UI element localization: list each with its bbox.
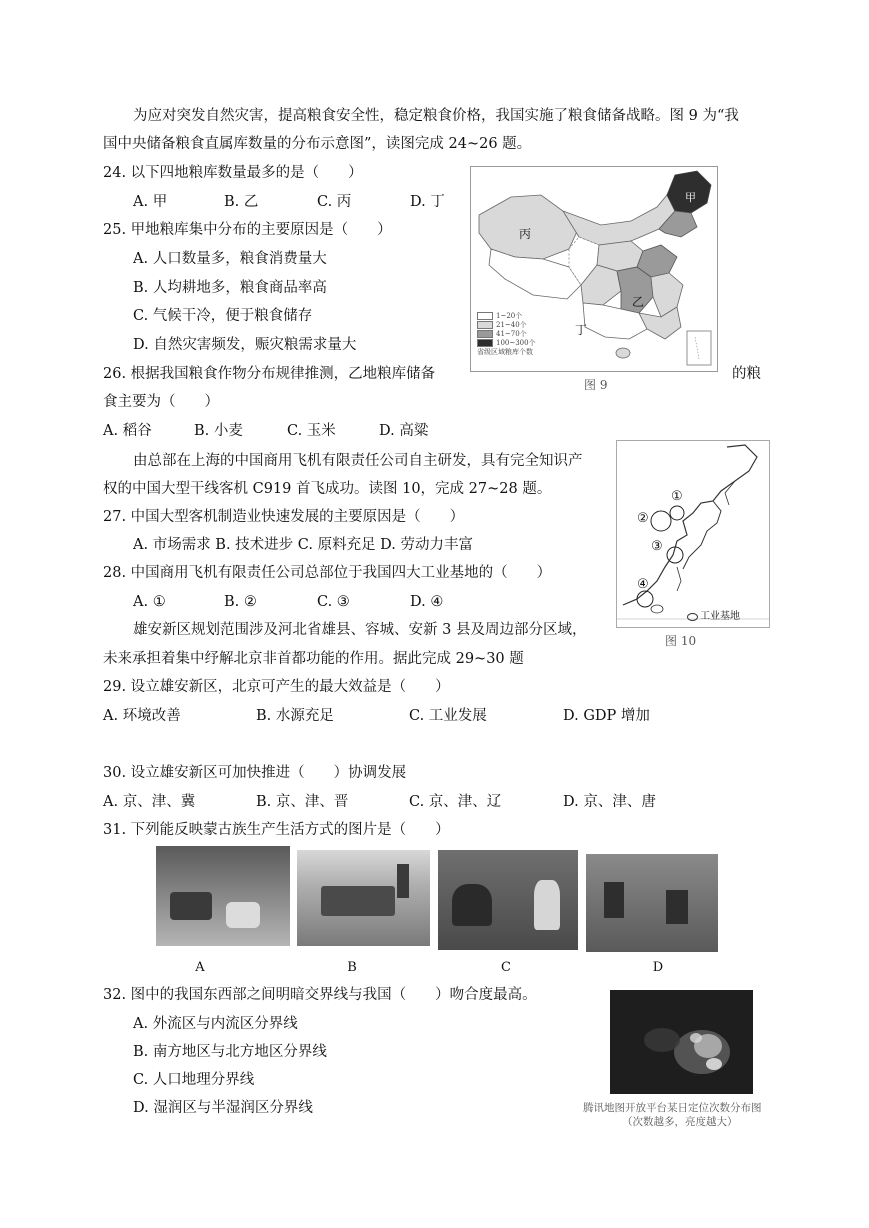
legend-swatch-2 bbox=[477, 321, 493, 329]
intro-3-line-2: 未来承担着集中纾解北京非首都功能的作用。据此完成 29~30 题 bbox=[103, 651, 524, 667]
region-label-ding: 丁 bbox=[575, 323, 588, 337]
legend-item-2: 21~40个 bbox=[477, 321, 536, 330]
photo-label-d: D bbox=[652, 960, 664, 975]
q24-option-a[interactable]: A. 甲 bbox=[133, 194, 168, 210]
q32-option-c[interactable]: C. 人口地理分界线 bbox=[133, 1072, 255, 1088]
q32-option-a[interactable]: A. 外流区与内流区分界线 bbox=[133, 1016, 298, 1032]
figure-9-caption: 图 9 bbox=[584, 378, 608, 392]
figure-10-map bbox=[616, 440, 770, 628]
night-light-svg bbox=[610, 990, 753, 1094]
q29-option-d[interactable]: D. GDP 增加 bbox=[563, 708, 650, 724]
photo-b-person-shape bbox=[397, 864, 409, 898]
question-30-stem: 30. 设立雄安新区可加快推进（ ）协调发展 bbox=[103, 765, 407, 781]
photo-a-vehicle-shape bbox=[170, 892, 212, 920]
q28-option-c[interactable]: C. ③ bbox=[317, 594, 350, 610]
photo-a-vehicles[interactable] bbox=[156, 846, 290, 946]
photo-label-a: A bbox=[195, 960, 205, 975]
q26-option-a[interactable]: A. 稻谷 bbox=[103, 423, 152, 439]
q26-option-b[interactable]: B. 小麦 bbox=[194, 423, 243, 439]
photo-d-farming[interactable] bbox=[586, 854, 718, 952]
question-31-stem: 31. 下列能反映蒙古族生产生活方式的图片是（ ） bbox=[103, 822, 450, 838]
legend-item-4: 100~300个 bbox=[477, 339, 536, 348]
marker-1: ① bbox=[671, 489, 683, 504]
q25-option-b[interactable]: B. 人均耕地多，粮食商品率高 bbox=[133, 280, 327, 296]
question-28-stem: 28. 中国商用飞机有限责任公司总部位于我国四大工业基地的（ ） bbox=[103, 565, 552, 581]
legend-swatch-1 bbox=[477, 312, 493, 320]
q26-option-c[interactable]: C. 玉米 bbox=[287, 423, 336, 439]
q30-option-c[interactable]: C. 京、津、辽 bbox=[409, 794, 502, 810]
night-light-map-image bbox=[610, 990, 753, 1094]
q29-option-b[interactable]: B. 水源充足 bbox=[256, 708, 334, 724]
marker-3: ③ bbox=[651, 539, 663, 554]
q29-option-a[interactable]: A. 环境改善 bbox=[103, 708, 181, 724]
question-29-stem: 29. 设立雄安新区，北京可产生的最大效益是（ ） bbox=[103, 679, 450, 695]
question-32-stem: 32. 图中的我国东西部之间明暗交界线与我国（ ）吻合度最高。 bbox=[103, 987, 537, 1003]
figure-10-caption: 图 10 bbox=[665, 634, 697, 648]
photo-c-horse-1 bbox=[452, 884, 492, 926]
intro-2-line-1: 由总部在上海的中国商用飞机有限责任公司自主研发，具有完全知识产 bbox=[133, 453, 583, 469]
intro-text-line-2: 国中央储备粮食直属库数量的分布示意图”，读图完成 24~26 题。 bbox=[103, 136, 532, 152]
q27-options[interactable]: A. 市场需求 B. 技术进步 C. 原料充足 D. 劳动力丰富 bbox=[133, 537, 474, 553]
q32-option-b[interactable]: B. 南方地区与北方地区分界线 bbox=[133, 1044, 327, 1060]
legend-item-1: 1~20个 bbox=[477, 312, 536, 321]
photo-b-rice-transplanting[interactable] bbox=[297, 850, 430, 946]
question-27-stem: 27. 中国大型客机制造业快速发展的主要原因是（ ） bbox=[103, 509, 465, 525]
intro-2-line-2: 权的中国大型干线客机 C919 首飞成功。读图 10，完成 27~28 题。 bbox=[103, 481, 552, 497]
night-light-caption-1: 腾讯地图开放平台某日定位次数分布图 bbox=[583, 1102, 762, 1114]
q26-option-d[interactable]: D. 高粱 bbox=[379, 423, 429, 439]
photo-b-machine-shape bbox=[321, 886, 395, 916]
legend-title: 省级区域粮库个数 bbox=[477, 348, 533, 356]
q28-option-b[interactable]: B. ② bbox=[224, 594, 257, 610]
question-26-stem-part-2: 的粮 bbox=[732, 366, 761, 382]
photo-c-horse-2 bbox=[534, 880, 560, 930]
q24-option-b[interactable]: B. 乙 bbox=[224, 194, 259, 210]
legend-swatch-4 bbox=[477, 339, 493, 347]
legend-swatch-3 bbox=[477, 330, 493, 338]
map9-legend bbox=[477, 312, 536, 357]
intro-text-line-1: 为应对突发自然灾害，提高粮食安全性，稳定粮食价格，我国实施了粮食储备战略。图 9 为“我 bbox=[133, 108, 739, 124]
photo-label-c: C bbox=[501, 960, 511, 975]
question-26-stem-part-3: 食主要为（ ） bbox=[103, 394, 219, 410]
photo-label-b: B bbox=[347, 960, 357, 975]
q30-option-b[interactable]: B. 京、津、晋 bbox=[256, 794, 349, 810]
region-label-bing: 丙 bbox=[519, 227, 532, 241]
q32-option-d[interactable]: D. 湿润区与半湿润区分界线 bbox=[133, 1100, 313, 1116]
q29-option-c[interactable]: C. 工业发展 bbox=[409, 708, 487, 724]
map10-legend: 工业基地 bbox=[687, 607, 740, 622]
industrial-base-legend-icon bbox=[687, 613, 698, 621]
marker-2: ② bbox=[637, 511, 649, 526]
question-24-stem: 24. 以下四地粮库数量最多的是（ ） bbox=[103, 165, 363, 181]
night-light-caption-2: （次数越多，亮度越大） bbox=[622, 1116, 738, 1128]
region-label-jia: 甲 bbox=[685, 191, 696, 204]
photo-c-horse-riding[interactable] bbox=[438, 850, 578, 950]
q28-option-a[interactable]: A. ① bbox=[133, 594, 166, 610]
photo-d-person-2 bbox=[666, 890, 688, 924]
figure-9-map bbox=[470, 166, 718, 372]
photo-d-person-1 bbox=[604, 882, 624, 918]
legend-item-3: 41~70个 bbox=[477, 330, 536, 339]
photo-a-car-shape bbox=[226, 902, 260, 928]
east-china-coast-svg bbox=[617, 441, 769, 627]
intro-3-line-1: 雄安新区规划范围涉及河北省雄县、容城、安新 3 县及周边部分区域， bbox=[133, 622, 587, 638]
q25-option-d[interactable]: D. 自然灾害频发，赈灾粮需求量大 bbox=[133, 337, 357, 353]
q30-option-d[interactable]: D. 京、津、唐 bbox=[563, 794, 656, 810]
q24-option-d[interactable]: D. 丁 bbox=[410, 194, 445, 210]
q30-option-a[interactable]: A. 京、津、冀 bbox=[103, 794, 196, 810]
region-label-yi: 乙 bbox=[632, 295, 645, 309]
q28-option-d[interactable]: D. ④ bbox=[410, 594, 444, 610]
question-25-stem: 25. 甲地粮库集中分布的主要原因是（ ） bbox=[103, 222, 392, 238]
q25-option-a[interactable]: A. 人口数量多，粮食消费量大 bbox=[133, 251, 327, 267]
q24-option-c[interactable]: C. 丙 bbox=[317, 194, 352, 210]
marker-4: ④ bbox=[637, 577, 649, 592]
question-26-stem-part-1: 26. 根据我国粮食作物分布规律推测，乙地粮库储备 bbox=[103, 366, 436, 382]
q25-option-c[interactable]: C. 气候干冷，便于粮食储存 bbox=[133, 308, 313, 324]
